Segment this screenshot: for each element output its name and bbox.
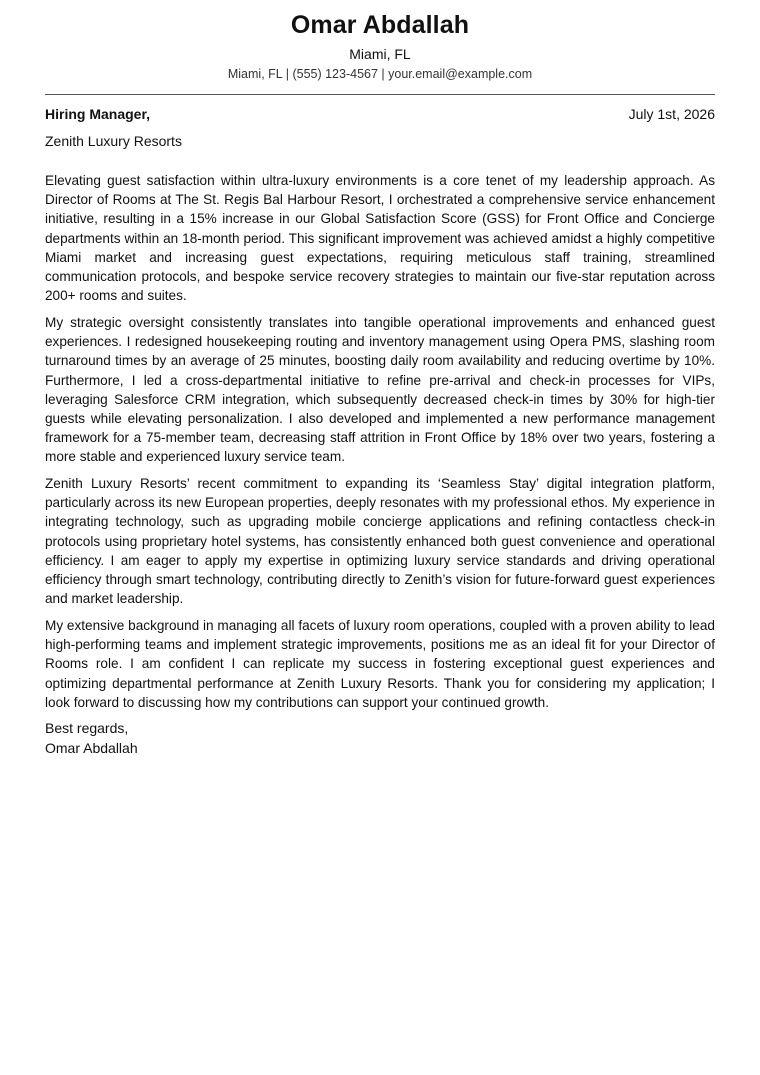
body-paragraph: Zenith Luxury Resorts’ recent commitment to expanding its ‘Seamless Stay’ digital integration platform, particularly across its new European properties, deeply resonates with my professional ethos. My experience in integrating technology, such as upgrading mobile concierge applications and refining contactless check-in protocols using proprietary hotel systems, has consistently enhanced both guest convenience and operational efficiency. I am eager to apply my expertise in optimizing luxury service standards and driving operational efficiency through smart technology, contributing directly to Zenith’s vision for future-forward guest experiences and market leadership. [45, 476, 715, 607]
address-row [45, 105, 715, 123]
recipient-salutation: Hiring Manager, [45, 106, 151, 122]
letter-closing [45, 719, 715, 758]
body-paragraph: My strategic oversight consistently translates into tangible operational improvements and enhanced guest experiences. I redesigned housekeeping routing and inventory management using Opera PMS, slashing room turnaround times by an average of 25 minutes, boosting daily room availability and reducing overtime by 10%. Furthermore, I led a cross-departmental initiative to refine pre-arrival and check-in processes for VIPs, leveraging Salesforce CRM integration, which subsequently decreased check-in times by 30% for high-tier guests while elevating personalization. I also developed and implemented a new performance management framework for a 75-member team, decreasing staff attrition in Front Office by 18% over two years, fostering a more stable and experienced luxury service team. [45, 314, 715, 465]
letter-date: July 1st, 2026 [628, 106, 715, 122]
letter-body [45, 171, 715, 712]
applicant-name: Omar Abdallah [290, 11, 470, 39]
body-paragraph: My extensive background in managing all facets of luxury room operations, coupled with a proven ability to lead high-performing teams and implement strategic improvements, positions me as an ideal fit for your Director of Rooms role. I am confident I can replicate my success in fostering exceptional guest experiences and optimizing departmental performance at Zenith Luxury Resorts. Thank you for considering my application; I look forward to discussing how my contributions can support your continued growth. [45, 617, 715, 710]
body-paragraph: Elevating guest satisfaction within ultra-luxury environments is a core tenet of my leadership approach. As Director of Rooms at The St. Regis Bal Harbour Resort, I orchestrated a comprehensive service enhancement initiative, resulting in a 15% increase in our Global Satisfaction Score (GSS) for Front Office and Concierge departments within an 18-month period. This significant improvement was achieved amidst a highly competitive Miami market and increasing guest expectations, requiring meticulous staff training, streamlined communication protocols, and bespoke service recovery strategies to maintain our five-star reputation across 200+ rooms and suites. [45, 173, 715, 304]
header-divider [45, 94, 715, 95]
recipient-company: Zenith Luxury Resorts [45, 133, 182, 149]
closing-phrase: Best regards, [45, 720, 129, 737]
letter-header [45, 0, 715, 82]
applicant-location: Miami, FL [349, 46, 411, 62]
contact-line: Miami, FL | (555) 123-4567 | your.email@example.com [227, 67, 533, 81]
signature-name: Omar Abdallah [45, 739, 138, 756]
